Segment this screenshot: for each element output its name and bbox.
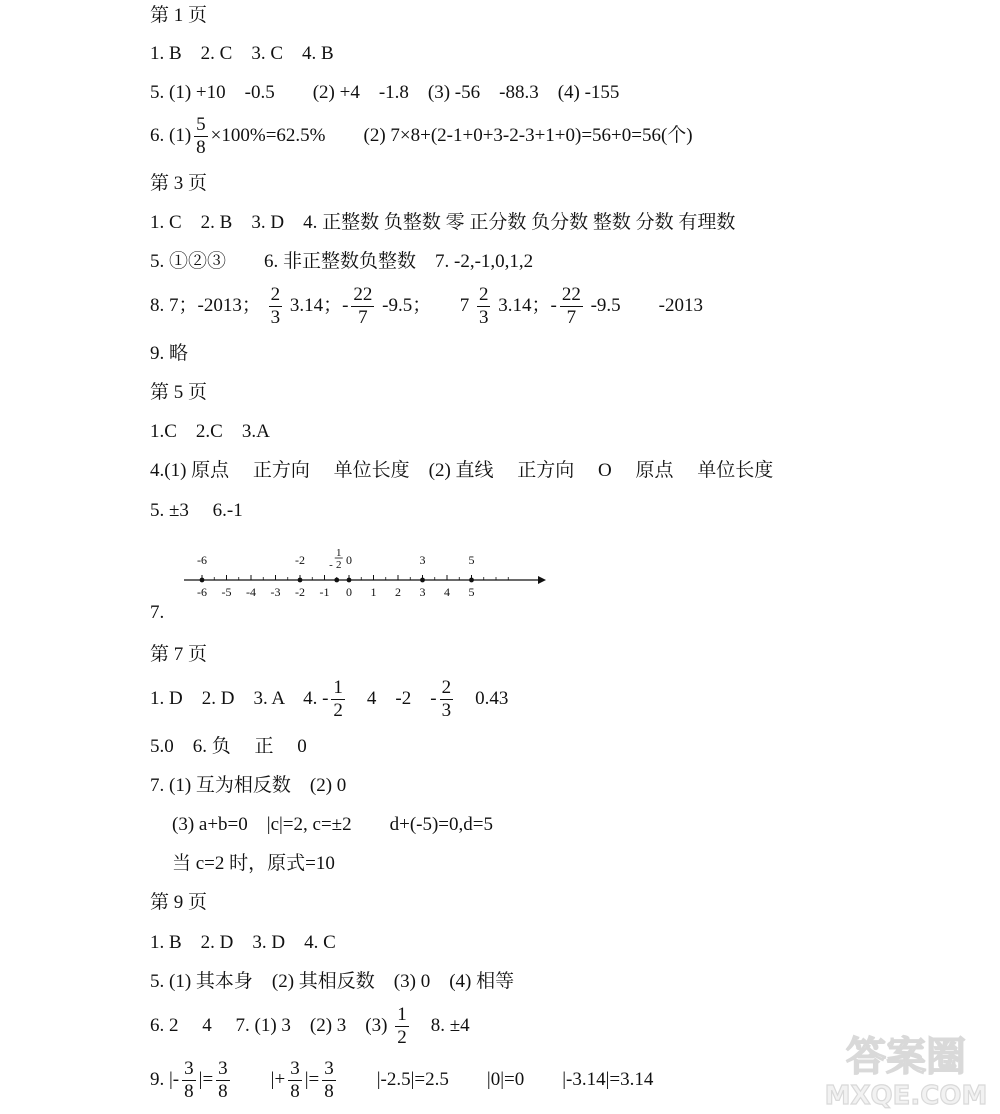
- tick-label: 4: [444, 585, 450, 599]
- number-line: [176, 548, 556, 604]
- text-segment: 3.14；-: [498, 294, 557, 316]
- fraction-denominator: 3: [441, 700, 452, 721]
- fraction-numerator: 3: [290, 1058, 300, 1079]
- answer-line: 5. ①②③ 6. 非正整数负整数 7. -2,-1,0,1,2: [150, 251, 534, 272]
- answer-line: 1.C 2.C 3.A: [150, 421, 270, 442]
- point-dot: [200, 578, 205, 583]
- fraction: [322, 1058, 336, 1103]
- fraction-numerator: 5: [196, 114, 206, 135]
- fraction: [288, 1058, 302, 1103]
- fraction-denominator: 8: [290, 1081, 300, 1102]
- heading-page-3: 第 3 页: [150, 173, 208, 194]
- point-label: 3: [419, 553, 426, 567]
- text-segment: |+: [232, 1068, 286, 1090]
- answer-line: 5. (1) 其本身 (2) 其相反数 (3) 0 (4) 相等: [150, 971, 515, 992]
- fraction: [194, 114, 208, 159]
- point-dot: [298, 578, 303, 583]
- text-segment: 9. |-: [150, 1068, 180, 1090]
- tick-label: 1: [370, 585, 377, 599]
- fraction-numerator: 22: [353, 284, 373, 305]
- fraction: [331, 677, 345, 722]
- fraction-denominator: 7: [358, 307, 368, 328]
- fraction: [182, 1058, 196, 1103]
- fraction-numerator: 3: [184, 1058, 194, 1079]
- answer-line: [150, 1058, 653, 1103]
- fraction-numerator: 22: [561, 284, 581, 305]
- answer-line: 9. 略: [150, 343, 189, 364]
- point-label: -6: [197, 553, 207, 567]
- tick-label: 2: [395, 585, 401, 599]
- fraction-denominator: 8: [184, 1081, 194, 1102]
- fraction-numerator: 3: [324, 1058, 334, 1079]
- tick-label: 3: [419, 585, 426, 599]
- text-segment: ×100%=62.5% (2) 7×8+(2-1+0+3-2-3+1+0)=56+0=56(个): [210, 124, 693, 146]
- fraction-numerator: 1: [333, 677, 343, 698]
- fraction-denominator: 3: [270, 307, 281, 328]
- fraction-numerator: 2: [270, 284, 281, 305]
- point-label: 5: [468, 553, 475, 567]
- text-segment: |=: [304, 1068, 320, 1090]
- fraction: [440, 677, 454, 722]
- fraction: [216, 1058, 230, 1103]
- text-segment: -9.5 -2013: [590, 294, 703, 316]
- heading-page-9: 第 9 页: [150, 892, 208, 913]
- tick-label: -5: [221, 585, 232, 599]
- answer-line: 7.: [150, 602, 165, 623]
- tick-label: -2: [295, 585, 305, 599]
- answer-line: 当 c=2 时，原式=10: [172, 853, 335, 874]
- heading-page-1: 第 1 页: [150, 5, 208, 26]
- watermark-logo: [820, 1030, 992, 1110]
- point-dot: [469, 578, 474, 583]
- point-label: 0: [346, 553, 352, 567]
- fraction-numerator: 2: [478, 284, 489, 305]
- answer-line: 5. ±3 6.-1: [150, 500, 243, 521]
- watermark-top: 答案圈: [846, 1034, 966, 1080]
- text-segment: 8. ±4: [411, 1014, 470, 1036]
- point-label-sign: -: [329, 559, 333, 571]
- text-segment: |=: [198, 1068, 214, 1090]
- fraction: [395, 1004, 409, 1049]
- answer-line: [150, 284, 703, 329]
- point-dot: [420, 578, 425, 583]
- fraction-numerator: 3: [218, 1058, 228, 1079]
- fraction-denominator: 7: [566, 307, 577, 328]
- answer-line: [150, 114, 693, 159]
- tick-label: -4: [246, 585, 256, 599]
- fraction-denominator: 8: [218, 1081, 228, 1102]
- point-label-numerator: 1: [336, 548, 342, 559]
- fraction-denominator: 3: [478, 307, 489, 328]
- point-label-denominator: 2: [336, 559, 342, 571]
- answer-line: (3) a+b=0 |c|=2, c=±2 d+(-5)=0,d=5: [172, 814, 493, 835]
- text-segment: 6. 2 4 7. (1) 3 (2) 3 (3): [150, 1014, 388, 1036]
- fraction-denominator: 2: [397, 1027, 407, 1048]
- heading-page-5: 第 5 页: [150, 382, 208, 403]
- text-segment: 3.14；-: [289, 294, 349, 316]
- answer-line: 1. B 2. C 3. C 4. B: [150, 43, 334, 64]
- fraction-denominator: 8: [324, 1081, 334, 1102]
- fraction-numerator: 2: [441, 677, 452, 698]
- text-segment: 4 -2 -: [347, 687, 437, 709]
- text-segment: |-2.5|=2.5 |0|=0 |-3.14|=3.14: [338, 1068, 654, 1090]
- answer-line: [150, 677, 508, 722]
- fraction-denominator: 8: [196, 137, 206, 158]
- tick-label: -1: [319, 585, 330, 599]
- point-dot: [347, 578, 352, 583]
- answer-line: [150, 1004, 470, 1049]
- answer-line: 7. (1) 互为相反数 (2) 0: [150, 775, 347, 796]
- answer-line: 5. (1) +10 -0.5 (2) +4 -1.8 (3) -56 -88.3 (4) -155: [150, 82, 620, 103]
- text-segment: 1. D 2. D 3. A 4. -: [150, 687, 329, 709]
- text-segment: 6. (1): [150, 124, 192, 146]
- text-segment: 0.43: [456, 687, 509, 709]
- tick-label: -6: [197, 585, 207, 599]
- text-segment: 8. 7；-2013；: [150, 294, 261, 316]
- answer-line: 5.0 6. 负 正 0: [150, 736, 307, 757]
- point-dot: [334, 578, 339, 583]
- fraction-denominator: 2: [333, 700, 343, 721]
- fraction-numerator: 1: [397, 1004, 407, 1025]
- heading-page-7: 第 7 页: [150, 644, 208, 665]
- answer-line: 4.(1) 原点 正方向 单位长度 (2) 直线 正方向 O 原点 单位长度: [150, 460, 774, 481]
- tick-label: 5: [468, 585, 475, 599]
- fraction: [477, 284, 491, 329]
- fraction: [269, 284, 283, 329]
- watermark-bottom: MXQE.COM: [824, 1081, 988, 1110]
- fraction: [560, 284, 583, 329]
- point-label: -2: [295, 553, 305, 567]
- answer-line: 1. B 2. D 3. D 4. C: [150, 932, 336, 953]
- text-segment: -9.5； 7: [382, 294, 470, 316]
- answer-line: 1. C 2. B 3. D 4. 正整数 负整数 零 正分数 负分数 整数 分数 有理数: [150, 212, 736, 233]
- fraction: [351, 284, 374, 329]
- tick-label: 0: [346, 585, 352, 599]
- tick-label: -3: [270, 585, 281, 599]
- axis-arrow: [538, 576, 546, 584]
